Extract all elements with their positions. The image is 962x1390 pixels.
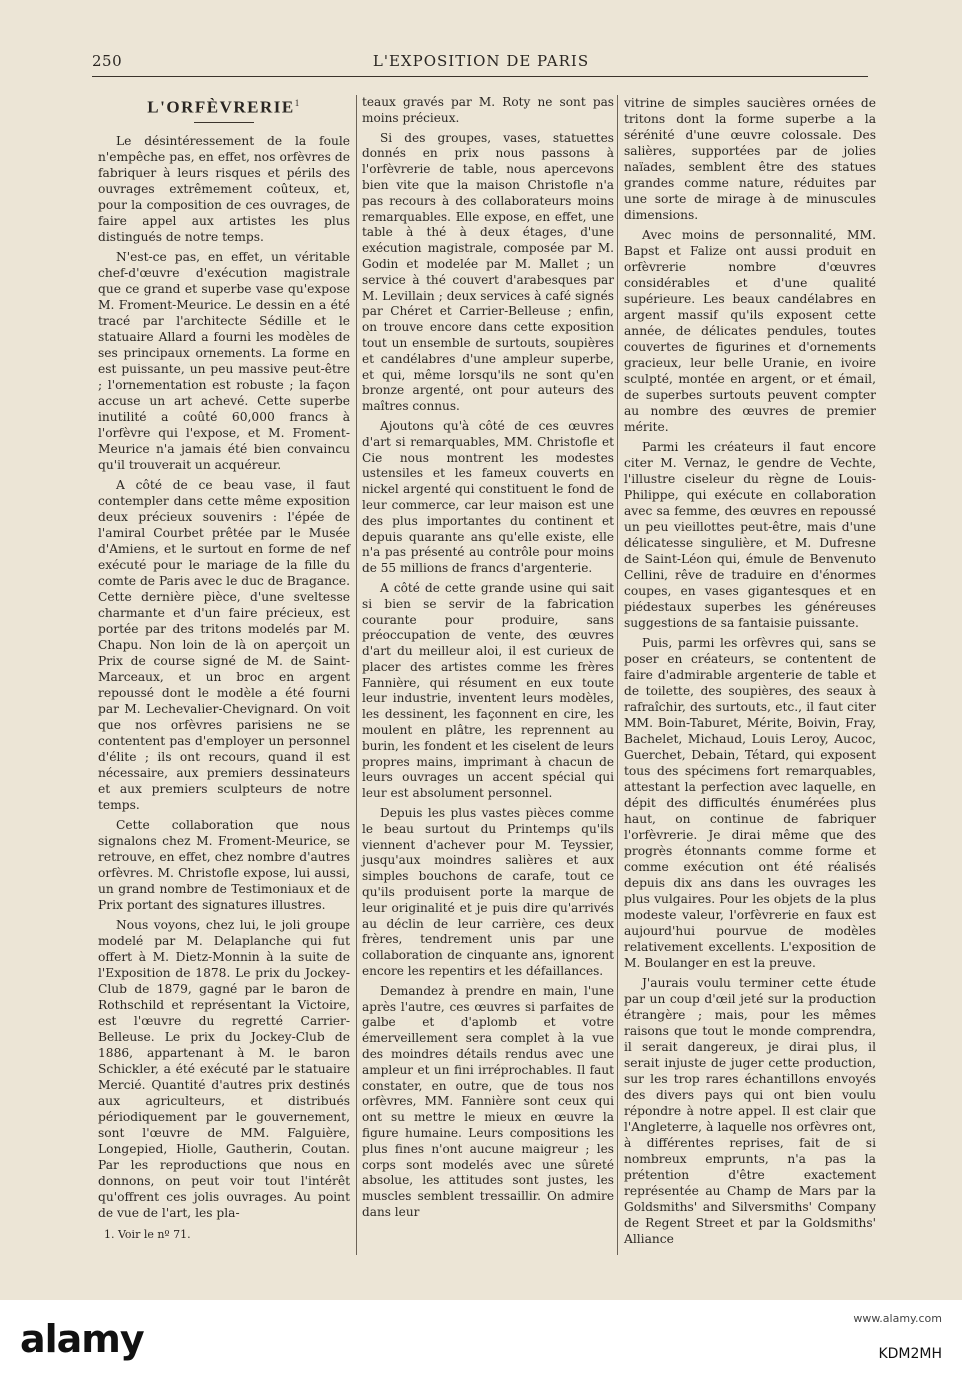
paragraph: Parmi les créateurs il faut encore citer M. Vernaz, le gendre de Vechte, l'illustre ciseleur du règne de Louis-Philippe, qui exécute en collaboration avec sa femme, des œuvres en repoussé un peu vieillottes peut-être, mais d'une délicatesse singulière, et M. Dufresne de Saint-Léon qui, émule de Benvenuto Cellini, rêve de traduire en d'énormes coupes, en vases gigantesques et en piédestaux superbes les généreuses suggestions de sa fantaisie puissante. — [624, 440, 876, 630]
paragraph: Nous voyons, chez lui, le joli groupe modelé par M. Delaplanche qui fut offert à M. Dietz-Monnin à la suite de l'Exposition de 1878. Le prix du Jockey-Club de 1879, gagné par le baron de Rothschild et représentant la Victoire, est l'œuvre du regretté Carrier-Belleuse. Le prix du Jockey-Club de 1886, appartenant à M. le baron Schickler, a été exécuté par le statuaire Mercié. Quantité d'autres prix destinés aux agriculteurs, et distribués périodiquement par le gouvernement, sont l'œuvre de MM. Falguière, Longepied, Hiolle, Gautherin, Coutan. Par les reproductions que nous en donnons, on peut voir tout l'intérêt qu'offrent ces jolis ouvrages. Au point de vue de l'art, les pla- — [98, 917, 350, 1220]
paragraph: Puis, parmi les orfèvres qui, sans se poser en créateurs, se contentent de faire d'admirable argenterie de table et de toilette, des soupières, des seaux à rafraîchir, des surtouts, etc., il faut citer MM. Boin-Taburet, Mérite, Boivin, Fray, Bachelet, Michaud, Louis Leroy, Aucoc, Guerchet, Debain, Tétard, qui exposent tous des spécimens fort remarquables, attestant la perfection avec laquelle, en dépit des difficultés énumérées plus haut, on continue de fabriquer l'orfèvrerie. Je dirai même que des progrès étonnants comme forme et comme exécution ont été réalisés depuis dix ans dans les ouvrages les plus vulgaires. Pour les objets de la plus modeste valeur, l'orfèvrerie en faux est aujourd'hui pourvue de modèles relativement excellents. L'exposition de M. Boulanger en est la preuve. — [624, 636, 876, 970]
footnote: 1. Voir le nº 71. — [104, 1227, 191, 1241]
article-title-text: L'ORFÈVRERIE — [147, 97, 295, 117]
paragraph: Demandez à prendre en main, l'une après l'autre, ces œuvres si parfaites de galbe et d'aplomb et votre émerveillement sera complet à la vue des moindres détails rendus avec une ampleur et un fini irréprochables. Il faut constater, en outre, que de tous nos orfèvres, MM. Fannière sont ceux qui ont su mettre le mieux en œuvre la figure humaine. Leurs compositions les plus fines n'ont aucune maigreur ; les corps sont modelés avec une sûreté absolue, les attitudes sont justes, les muscles semblent tressaillir. On admire dans leur — [362, 983, 614, 1219]
title-note-marker: 1 — [294, 98, 301, 108]
image-id: KDM2MH — [878, 1346, 942, 1362]
title-rule — [194, 122, 254, 123]
paragraph: J'aurais voulu terminer cette étude par un coup d'œil jeté sur la production étrangère ; mais, pour les mêmes raisons que tout le monde comprendra, il serait dangereux, je dirai plus, il serait injuste de juger cette production, sur les trop rares échantillons envoyés des divers pays qui ont bien voulu répondre à notre appel. Il est clair que l'Angleterre, à laquelle nos orfèvres ont, à différentes reprises, fait de si nombreux emprunts, n'a pas la prétention d'être exactement représentée au Champ de Mars par la Goldsmiths' and Silversmiths' Company de Regent Street et par la Goldsmiths' Alliance — [624, 976, 876, 1246]
paragraph: N'est-ce pas, en effet, un véritable chef-d'œuvre d'exécution magistrale que ce grand et superbe vase qu'expose M. Froment-Meurice. Le dessin en a été tracé par l'architecte Sédille et le statuaire Allard a fourni les modèles de ses principaux ornements. La forme en est puissante, un peu massive peut-être ; l'ornementation est robuste ; la façon accuse un art achevé. Cette superbe inutilité a coûté 60,000 francs à l'orfèvre qui l'expose, et M. Froment-Meurice n'a jamais été bien convaincu qu'il trouverait un acquéreur. — [98, 249, 350, 472]
column-divider — [356, 95, 357, 1255]
paragraph: vitrine de simples saucières ornées de tritons dont la forme superbe a la sérénité d'une œuvre colossale. Des salières, supportées par de jolies naïades, semblent être des statues grandes comme nature, réduites par une sorte de mirage à de minuscules dimensions. — [624, 96, 876, 222]
watermark-bar — [0, 1300, 962, 1390]
paragraph: teaux gravés par M. Roty ne sont pas moins précieux. — [362, 95, 614, 125]
column-divider — [617, 95, 618, 1255]
paragraph: A côté de cette grande usine qui sait si bien se servir de la fabrication courante pour produire, sans préoccupation de vente, des œuvres d'art du meilleur aloi, il est curieux de placer des artistes comme les frères Fannière, qui résument en eux toute leur industrie, inventent leurs modèles, les dessinent, les façonnent en cire, les moulent en plâtre, les reprennent au burin, les fondent et les ciselent de leurs propres mains, imprimant à chacun de leurs ouvrages un accent spécial qui leur est absolument personnel. — [362, 580, 614, 801]
paragraph: Avec moins de personnalité, MM. Bapst et Falize ont aussi produit en orfèvrerie nombre d'œuvres considérables et d'une qualité supérieure. Les beaux candélabres en argent massif qu'ils exposent cette année, de délicates pendules, toutes couvertes de figurines et d'ornements gracieux, leur belle Uranie, en ivoire sculpté, montée en argent, or et émail, de superbes surtouts peuvent compter au nombre des œuvres de premier mérite. — [624, 228, 876, 434]
paragraph: Le désintéressement de la foule n'empêche pas, en effet, nos orfèvres de fabriquer à leurs risques et périls des ouvrages extrêmement coûteux, et, pour la composition de ces ouvrages, de faire appel aux artistes les plus distingués de notre temps. — [98, 133, 350, 244]
alamy-url: www.alamy.com — [853, 1312, 942, 1325]
header-rule — [92, 76, 868, 77]
paragraph: Cette collaboration que nous signalons chez M. Froment-Meurice, se retrouve, en effet, chez nombre d'autres orfèvres. M. Christofle expose, lui aussi, un grand nombre de Testimoniaux et de Prix portant des signatures illustres. — [98, 817, 350, 912]
paragraph: Depuis les plus vastes pièces comme le beau surtout du Printemps qu'ils viennent d'achever pour M. Teyssier, jusqu'aux moindres salières et aux simples bouchons de carafe, tout ce qu'ils produisent porte la marque de leur originalité et je puis dire qu'arrivés au déclin de leur carrière, ces deux frères, tendrement unis par une collaboration de cinquante ans, ignorent encore les repentirs et les défaillances. — [362, 806, 614, 979]
page-number: 250 — [92, 52, 123, 70]
alamy-logo: alamy — [20, 1317, 144, 1361]
column-1 — [98, 90, 350, 1243]
article-title — [98, 95, 350, 116]
column-3 — [624, 95, 876, 1251]
column-2 — [362, 95, 614, 1225]
paragraph: Si des groupes, vases, statuettes donnés en prix nous passons à l'orfèvrerie de table, nous apercevons bien vite que la maison Christofle n'a pas recours à des collaborateurs moins remarquables. Elle expose, en effet, une table à thé à deux étages, d'une exécution magistrale, composée par M. Godin et modelée par M. Mallet ; un service à thé couvert d'arabesques par M. Levillain ; deux services à café signés par Chéret et Carrier-Belleuse ; enfin, on trouve encore dans cette exposition tout un ensemble de surtouts, soupières et candélabres d'une ampleur superbe, et qui, même lorsqu'ils ne sont qu'en bronze argenté, ont pour auteurs des maîtres connus. — [362, 130, 614, 414]
paragraph: Ajoutons qu'à côté de ces œuvres d'art si remarquables, MM. Christofle et Cie nous montrent les modestes ustensiles et les fameux couverts en nickel argenté qui constituent le fond de leur commerce, car leur maison est une des plus importantes du continent et depuis quarante ans qu'elle existe, elle n'a pas présenté au contrôle pour moins de 55 millions de francs d'argenterie. — [362, 418, 614, 576]
journal-title: L'EXPOSITION DE PARIS — [372, 52, 590, 70]
running-head — [0, 42, 962, 82]
paragraph: A côté de ce beau vase, il faut contempler dans cette même exposition deux précieux souvenirs : l'épée de l'amiral Courbet prêtée par le Musée d'Amiens, et le surtout en forme de nef exécuté pour le mariage de la fille du comte de Paris avec le duc de Bragance. Cette dernière pièce, d'une sveltesse charmante et d'un faire précieux, est portée par des tritons modelés par M. Chapu. Non loin de là on aperçoit un Prix de course signé de M. de Saint-Marceaux, et un broc en argent repoussé dont le modèle a été fourni par M. Lechevalier-Chevignard. On voit que nos orfèvres parisiens ne se contentent pas d'employer un personnel d'élite ; ils ont recours, quand il est nécessaire, aux premiers dessinateurs et aux premiers sculpteurs de notre temps. — [98, 477, 350, 812]
